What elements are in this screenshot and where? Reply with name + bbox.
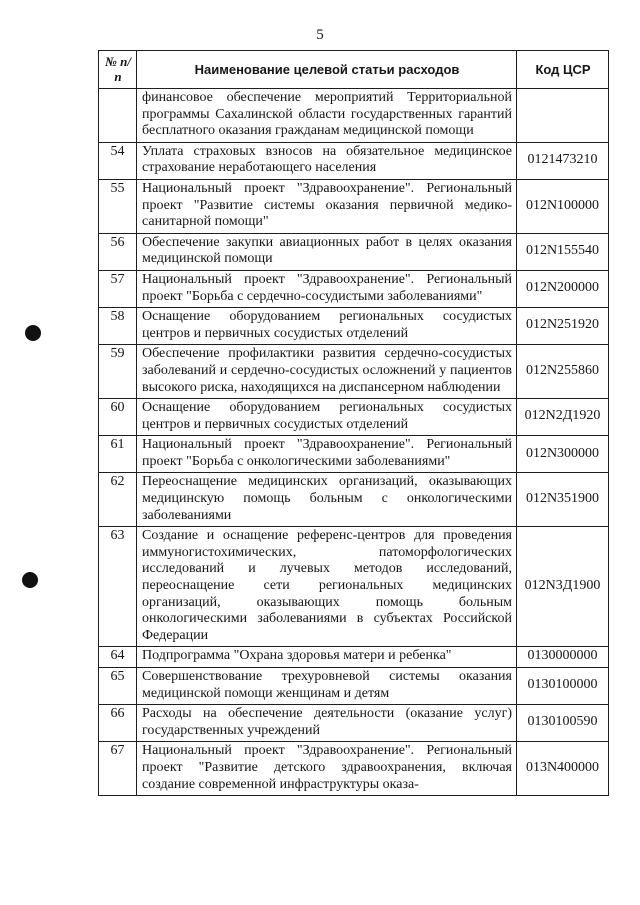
table-row bbox=[99, 473, 609, 527]
row-code: 012N3Д1900 bbox=[517, 527, 609, 647]
row-number: 62 bbox=[99, 473, 137, 527]
row-name: Национальный проект "Здравоохранение". Региональный проект "Развитие системы оказания первичной медико-санитарной помощи" bbox=[137, 179, 517, 233]
row-number: 63 bbox=[99, 527, 137, 647]
table-row bbox=[99, 345, 609, 399]
row-number: 61 bbox=[99, 436, 137, 473]
table-row bbox=[99, 399, 609, 436]
page-number: 5 bbox=[316, 27, 324, 43]
row-code: 012N251920 bbox=[517, 308, 609, 345]
row-name: Расходы на обеспечение деятельности (оказание услуг) государственных учреждений bbox=[137, 705, 517, 742]
row-code: 012N100000 bbox=[517, 179, 609, 233]
row-number bbox=[99, 89, 137, 143]
row-code: 012N300000 bbox=[517, 436, 609, 473]
row-code: 0121473210 bbox=[517, 142, 609, 179]
row-number: 60 bbox=[99, 399, 137, 436]
budget-table-container bbox=[98, 50, 608, 796]
table-row bbox=[99, 308, 609, 345]
table-row bbox=[99, 742, 609, 796]
row-code: 0130000000 bbox=[517, 647, 609, 668]
table-row bbox=[99, 233, 609, 270]
budget-classification-table bbox=[98, 50, 609, 796]
row-name: Обеспечение закупки авиационных работ в целях оказания медицинской помощи bbox=[137, 233, 517, 270]
row-code: 012N200000 bbox=[517, 270, 609, 307]
row-code: 013N400000 bbox=[517, 742, 609, 796]
row-name: Уплата страховых взносов на обязательное медицинское страхование неработающего населения bbox=[137, 142, 517, 179]
row-name: Создание и оснащение референс-центров для проведения иммуногистохимических, патоморфологических исследований и лучевых методов исследований, переоснащение сети региональных медицинских организаций, оказывающих помощь больным онкологическими заболеваниями в субъектах Российской Федерации bbox=[137, 527, 517, 647]
row-number: 54 bbox=[99, 142, 137, 179]
row-number: 56 bbox=[99, 233, 137, 270]
row-code bbox=[517, 89, 609, 143]
table-row bbox=[99, 142, 609, 179]
row-number: 57 bbox=[99, 270, 137, 307]
row-name: Совершенствование трехуровневой системы оказания медицинской помощи женщинам и детям bbox=[137, 668, 517, 705]
row-name: Оснащение оборудованием региональных сосудистых центров и первичных сосудистых отделений bbox=[137, 399, 517, 436]
row-number: 67 bbox=[99, 742, 137, 796]
row-name: Национальный проект "Здравоохранение". Региональный проект "Борьба с сердечно-сосудистыми заболеваниями" bbox=[137, 270, 517, 307]
row-name: Национальный проект "Здравоохранение". Региональный проект "Борьба с онкологическими заболеваниями" bbox=[137, 436, 517, 473]
table-row bbox=[99, 647, 609, 668]
punch-hole-bottom bbox=[22, 572, 38, 588]
header-name: Наименование целевой статьи расходов bbox=[137, 51, 517, 89]
table-row bbox=[99, 179, 609, 233]
table-row bbox=[99, 436, 609, 473]
row-code: 012N2Д1920 bbox=[517, 399, 609, 436]
row-name: Подпрограмма "Охрана здоровья матери и ребенка" bbox=[137, 647, 517, 668]
header-number: № п/п bbox=[99, 51, 137, 89]
row-number: 55 bbox=[99, 179, 137, 233]
row-name: Оснащение оборудованием региональных сосудистых центров и первичных сосудистых отделений bbox=[137, 308, 517, 345]
header-code: Код ЦСР bbox=[517, 51, 609, 89]
table-row bbox=[99, 89, 609, 143]
row-code: 0130100590 bbox=[517, 705, 609, 742]
row-number: 58 bbox=[99, 308, 137, 345]
table-row bbox=[99, 705, 609, 742]
row-number: 59 bbox=[99, 345, 137, 399]
table-row bbox=[99, 270, 609, 307]
row-code: 012N255860 bbox=[517, 345, 609, 399]
row-number: 66 bbox=[99, 705, 137, 742]
row-name: Переоснащение медицинских организаций, оказывающих медицинскую помощь больным с онкологическими заболеваниями bbox=[137, 473, 517, 527]
row-name: финансовое обеспечение мероприятий Территориальной программы Сахалинской области государственных гарантий бесплатного оказания гражданам медицинской помощи bbox=[137, 89, 517, 143]
row-name: Национальный проект "Здравоохранение". Региональный проект "Развитие детского здравоохранения, включая создание современной инфраструктуры оказа- bbox=[137, 742, 517, 796]
row-code: 012N155540 bbox=[517, 233, 609, 270]
table-row bbox=[99, 527, 609, 647]
table-row bbox=[99, 668, 609, 705]
punch-hole-top bbox=[25, 325, 41, 341]
row-code: 012N351900 bbox=[517, 473, 609, 527]
row-number: 65 bbox=[99, 668, 137, 705]
row-name: Обеспечение профилактики развития сердечно-сосудистых заболеваний и сердечно-сосудистых осложнений у пациентов высокого риска, находящихся на диспансерном наблюдении bbox=[137, 345, 517, 399]
row-code: 0130100000 bbox=[517, 668, 609, 705]
table-header-row bbox=[99, 51, 609, 89]
row-number: 64 bbox=[99, 647, 137, 668]
